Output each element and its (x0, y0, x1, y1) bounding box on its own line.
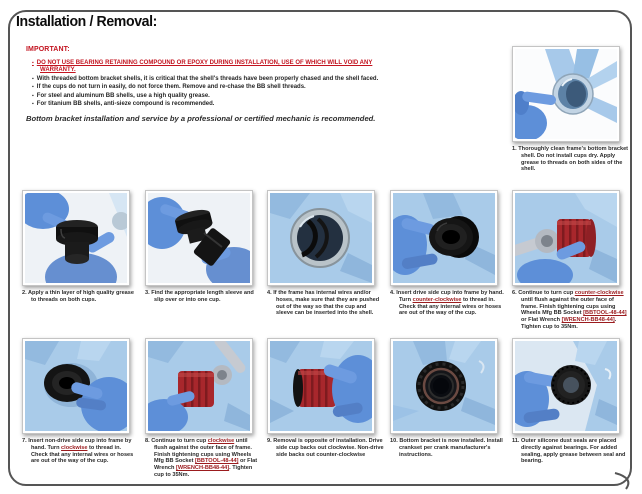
step-card-7 (22, 338, 132, 465)
bullet-item: ▪ If the cups do not turn in easily, do not force them. Remove and re-chase the BB shell threads. (32, 84, 382, 91)
step-card-10 (390, 338, 503, 458)
step-card-1 (512, 46, 629, 173)
step-card-11 (512, 338, 626, 465)
step-card-6 (512, 190, 627, 331)
step-2-photo (22, 190, 130, 286)
step-card-2 (22, 190, 135, 304)
page-curl-decoration (612, 470, 638, 492)
step-card-8 (145, 338, 258, 479)
step-11-photo (512, 338, 620, 434)
step-6-photo (512, 190, 620, 286)
page-title: Installation / Removal: (16, 13, 157, 30)
step-11-caption: 11. Outer silicone dust seals are placed directly against bearings. For added sealing, apply grease between seal and bearing. (512, 438, 626, 465)
step-3-caption: 3. Find the appropriate length sleeve and slip over or into one cup. (145, 290, 254, 303)
step-1-photo (512, 46, 620, 142)
step-card-5 (390, 190, 504, 317)
step-2-caption: 2. Apply a thin layer of high quality grease to threads on both cups. (22, 290, 135, 303)
step-6-caption: 6. Continue to turn cup counter-clockwise until flush against the outer face of frame. Finish tightening cups using Wheels Mfg BB Socket [BBTOOL-48-44] or Flat Wrench [WRENCH-BB48-44]. Tighten cup to 35Nm. (512, 290, 627, 330)
bullet-item: ▪ For steel and aluminum BB shells, use a high quality grease. (32, 93, 382, 100)
step-8-photo (145, 338, 253, 434)
step-9-photo (267, 338, 375, 434)
step-card-4 (267, 190, 380, 317)
step-8-caption: 8. Continue to turn cup clockwise until flush against the outer face of frame. Finish tightening cups using Wheels Mfg BB Socket [BBTOOL-48-44] or Flat Wrench [WRENCH-BB48-44]. Tighten cup to 35Nm. (145, 438, 258, 478)
step-5-photo (390, 190, 498, 286)
step-7-photo (22, 338, 130, 434)
important-label: IMPORTANT: (26, 46, 70, 53)
step-10-photo (390, 338, 498, 434)
step-card-9 (267, 338, 384, 458)
step-card-3 (145, 190, 255, 304)
step-1-caption: 1. Thoroughly clean frame's bottom bracket shell. Do not install cups dry. Apply grease to threads on both sides of the shell. (512, 146, 629, 173)
bullet-item: ▪ For titanium BB shells, anti-sieze compound is recommended. (32, 101, 382, 108)
important-bullet-list (32, 60, 382, 109)
bullet-item: ▪ With threaded bottom bracket shells, it is critical that the shell's threads have been properly chased and the shell faced. (32, 76, 382, 83)
step-5-caption: 4. Insert drive side cup into frame by hand. Turn counter-clockwise to thread in. Check that any internal wires or hoses are out of the way of the cup. (390, 290, 504, 317)
warning-bullet: ▪ DO NOT USE BEARING RETAINING COMPOUND OR EPOXY DURING INSTALLATION, USE OF WHICH WILL VOID ANY WARRANTY. (32, 60, 382, 75)
recommendation-note: Bottom bracket installation and service by a professional or certified mechanic is recommended. (26, 114, 376, 123)
step-10-caption: 10. Bottom bracket is now installed. Install crankset per crank manufacturer's instructions. (390, 438, 503, 458)
step-3-photo (145, 190, 253, 286)
step-4-caption: 4. If the frame has internal wires and/or hoses, make sure that they are pushed out of the way so that the cup and sleeve can be inserted into the shell. (267, 290, 380, 317)
step-7-caption: 7. Insert non-drive side cup into frame by hand. Turn clockwise to thread in. Check that any internal wires or hoses are out of the way of the cup. (22, 438, 134, 465)
step-4-photo (267, 190, 375, 286)
step-9-caption: 9. Removal is opposite of installation. Drive side cup backs out clockwise. Non-drive side backs out counter-clockwise (267, 438, 384, 458)
